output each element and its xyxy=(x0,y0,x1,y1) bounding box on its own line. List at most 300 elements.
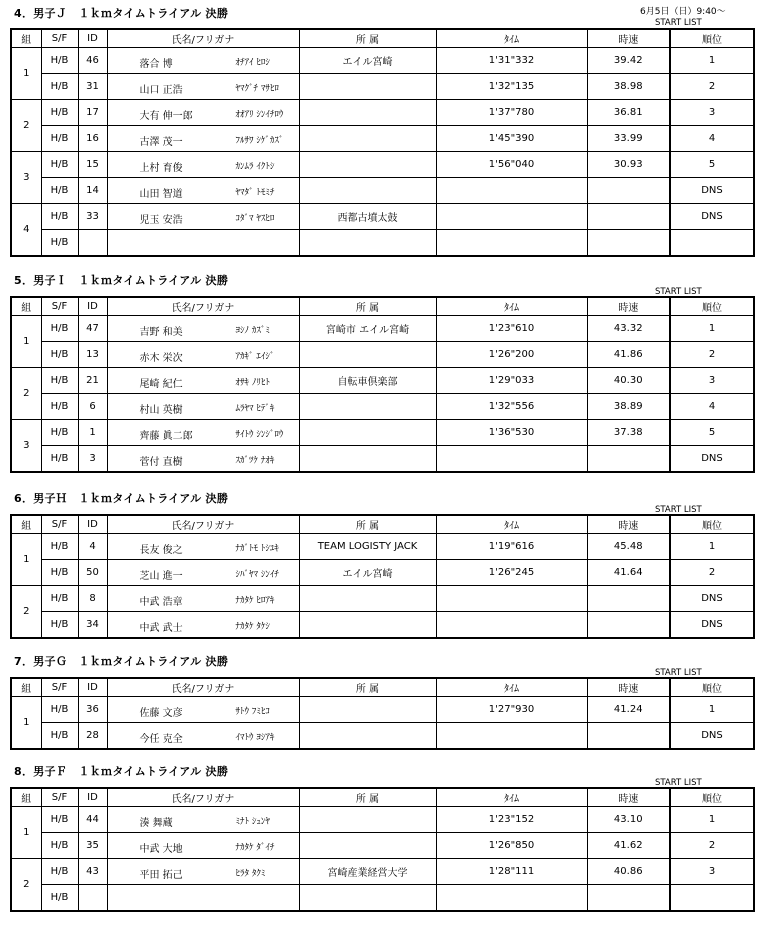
time-cell: 1'32"135 xyxy=(436,74,587,100)
speed-cell: 39.42 xyxy=(587,48,670,74)
rank-cell: 1 xyxy=(670,316,754,342)
speed-cell: 43.32 xyxy=(587,316,670,342)
team-cell: 西都古墳太鼓 xyxy=(299,204,436,230)
rank-cell: 2 xyxy=(670,560,754,586)
time-cell xyxy=(436,586,587,612)
id-cell: 36 xyxy=(78,697,107,723)
rank-cell: DNS xyxy=(670,204,754,230)
group-number: 3 xyxy=(11,420,41,473)
table-row xyxy=(11,204,754,230)
id-cell: 4 xyxy=(78,534,107,560)
results-table xyxy=(10,787,755,912)
column-header: ID xyxy=(78,515,107,534)
table-row xyxy=(11,152,754,178)
table-row xyxy=(11,586,754,612)
table-row xyxy=(11,723,754,750)
name-cell xyxy=(107,152,299,178)
column-header: S/F xyxy=(41,297,78,316)
id-cell xyxy=(78,230,107,257)
speed-cell: 40.30 xyxy=(587,368,670,394)
time-cell: 1'26"200 xyxy=(436,342,587,368)
name-cell xyxy=(107,178,299,204)
rider-name: 古澤 茂一 xyxy=(139,137,183,148)
table-row xyxy=(11,100,754,126)
time-cell xyxy=(436,230,587,257)
sf-cell: H/B xyxy=(41,807,78,833)
speed-cell: 41.86 xyxy=(587,342,670,368)
table-row xyxy=(11,697,754,723)
id-cell xyxy=(78,885,107,912)
rank-cell: DNS xyxy=(670,612,754,639)
speed-cell xyxy=(587,178,670,204)
start-list-label: START LIST xyxy=(655,18,702,28)
column-header: 組 xyxy=(11,297,41,316)
time-cell xyxy=(436,723,587,750)
time-cell: 1'36"530 xyxy=(436,420,587,446)
table-row xyxy=(11,394,754,420)
group-number: 2 xyxy=(11,100,41,152)
rider-name: 今任 克全 xyxy=(139,734,183,745)
rank-cell: 2 xyxy=(670,342,754,368)
rider-kana: ｺﾀﾞﾏ ﾔｽﾋﾛ xyxy=(235,214,275,224)
name-cell xyxy=(107,230,299,257)
rider-kana: ﾔﾏｸﾞﾁ ﾏｻﾋﾛ xyxy=(235,84,279,94)
rider-kana: ｵｻｷ ﾉﾘﾋﾄ xyxy=(235,378,270,388)
time-cell xyxy=(436,204,587,230)
team-cell: エイル宮崎 xyxy=(299,48,436,74)
rank-cell: 3 xyxy=(670,100,754,126)
rank-cell: 1 xyxy=(670,48,754,74)
table-row xyxy=(11,612,754,639)
column-header: S/F xyxy=(41,515,78,534)
time-cell: 1'27"930 xyxy=(436,697,587,723)
column-header: S/F xyxy=(41,678,78,697)
speed-cell xyxy=(587,885,670,912)
id-cell: 43 xyxy=(78,859,107,885)
group-number: 2 xyxy=(11,368,41,420)
name-cell xyxy=(107,586,299,612)
speed-cell: 37.38 xyxy=(587,420,670,446)
id-cell: 21 xyxy=(78,368,107,394)
time-cell: 1'28"111 xyxy=(436,859,587,885)
sf-cell: H/B xyxy=(41,560,78,586)
id-cell: 47 xyxy=(78,316,107,342)
rider-name: 中武 大地 xyxy=(139,844,183,855)
rider-kana: ﾔﾏﾀﾞ ﾄﾓﾐﾁ xyxy=(235,188,275,198)
table-row xyxy=(11,368,754,394)
id-cell: 14 xyxy=(78,178,107,204)
table-row xyxy=(11,833,754,859)
rider-name: 湊 舞蔵 xyxy=(139,818,173,829)
header-row xyxy=(11,788,754,807)
column-header: 時速 xyxy=(587,29,670,48)
name-cell xyxy=(107,612,299,639)
column-header: 氏名/フリガナ xyxy=(107,678,299,697)
table-row xyxy=(11,885,754,912)
column-header: 組 xyxy=(11,678,41,697)
time-cell: 1'45"390 xyxy=(436,126,587,152)
table-row xyxy=(11,48,754,74)
rider-kana: ｽｶﾞﾂｹ ﾅｵｷ xyxy=(235,456,275,466)
rider-kana: ｵｵｱﾘ ｼﾝｲﾁﾛｳ xyxy=(235,110,284,120)
rank-cell: DNS xyxy=(670,446,754,473)
team-cell xyxy=(299,178,436,204)
rider-kana: ﾅｶﾀｹ ﾋﾛｱｷ xyxy=(235,596,275,606)
rank-cell: DNS xyxy=(670,586,754,612)
rider-name: 佐藤 文彦 xyxy=(139,708,183,719)
name-cell xyxy=(107,342,299,368)
header-row xyxy=(11,297,754,316)
team-cell xyxy=(299,586,436,612)
name-cell xyxy=(107,560,299,586)
sf-cell: H/B xyxy=(41,230,78,257)
column-header: S/F xyxy=(41,29,78,48)
rider-name: 村山 英樹 xyxy=(139,405,183,416)
group-number: 3 xyxy=(11,152,41,204)
rank-cell: 4 xyxy=(670,126,754,152)
column-header: 順位 xyxy=(670,29,754,48)
header-row xyxy=(11,29,754,48)
time-cell: 1'26"850 xyxy=(436,833,587,859)
team-cell xyxy=(299,697,436,723)
header-row xyxy=(11,678,754,697)
start-list-label: START LIST xyxy=(655,287,702,297)
name-cell xyxy=(107,885,299,912)
team-cell xyxy=(299,74,436,100)
rider-name: 落合 博 xyxy=(139,59,173,70)
column-header: 氏名/フリガナ xyxy=(107,515,299,534)
rank-cell: 3 xyxy=(670,859,754,885)
rank-cell: 2 xyxy=(670,74,754,100)
table-row xyxy=(11,230,754,257)
sf-cell: H/B xyxy=(41,74,78,100)
speed-cell: 38.98 xyxy=(587,74,670,100)
section-title: 5．男子Ｉ １ｋｍタイムトライアル 決勝 xyxy=(14,274,229,287)
results-table xyxy=(10,677,755,750)
name-cell xyxy=(107,48,299,74)
team-cell: 自転車倶楽部 xyxy=(299,368,436,394)
time-cell: 1'19"616 xyxy=(436,534,587,560)
sf-cell: H/B xyxy=(41,885,78,912)
rider-name: 上村 育俊 xyxy=(139,163,183,174)
rider-kana: ｶﾝﾑﾗ ｲｸﾄｼ xyxy=(235,162,275,172)
column-header: 順位 xyxy=(670,515,754,534)
id-cell: 50 xyxy=(78,560,107,586)
column-header: 組 xyxy=(11,29,41,48)
column-header: S/F xyxy=(41,788,78,807)
header-row xyxy=(11,515,754,534)
sf-cell: H/B xyxy=(41,48,78,74)
rider-name: 菅付 直樹 xyxy=(139,457,183,468)
id-cell: 15 xyxy=(78,152,107,178)
sf-cell: H/B xyxy=(41,100,78,126)
column-header: 氏名/フリガナ xyxy=(107,29,299,48)
rider-kana: ﾅｶﾀｹ ﾀｹｼ xyxy=(235,622,270,632)
id-cell: 34 xyxy=(78,612,107,639)
time-cell xyxy=(436,885,587,912)
time-cell: 1'23"152 xyxy=(436,807,587,833)
table-row xyxy=(11,560,754,586)
column-header: ﾀｲﾑ xyxy=(436,515,587,534)
rider-kana: ﾅｶﾞﾄﾓ ﾄｼﾕｷ xyxy=(235,544,279,554)
table-row xyxy=(11,534,754,560)
rider-name: 平田 拓己 xyxy=(139,870,183,881)
time-cell: 1'26"245 xyxy=(436,560,587,586)
column-header: ﾀｲﾑ xyxy=(436,29,587,48)
id-cell: 16 xyxy=(78,126,107,152)
rider-name: 吉野 和美 xyxy=(139,327,183,338)
column-header: ﾀｲﾑ xyxy=(436,788,587,807)
rider-name: 大有 伸一郎 xyxy=(139,111,193,122)
name-cell xyxy=(107,859,299,885)
team-cell xyxy=(299,394,436,420)
column-header: 時速 xyxy=(587,297,670,316)
speed-cell: 40.86 xyxy=(587,859,670,885)
sf-cell: H/B xyxy=(41,316,78,342)
speed-cell xyxy=(587,204,670,230)
id-cell: 13 xyxy=(78,342,107,368)
team-cell xyxy=(299,342,436,368)
team-cell xyxy=(299,807,436,833)
section-title: 7．男子Ｇ １ｋｍタイムトライアル 決勝 xyxy=(14,655,229,668)
sf-cell: H/B xyxy=(41,697,78,723)
column-header: 所 属 xyxy=(299,515,436,534)
sf-cell: H/B xyxy=(41,612,78,639)
time-cell: 1'32"556 xyxy=(436,394,587,420)
section-title: 4．男子Ｊ １ｋｍタイムトライアル 決勝 xyxy=(14,7,229,20)
column-header: 時速 xyxy=(587,788,670,807)
section-title: 6．男子Ｈ １ｋｍタイムトライアル 決勝 xyxy=(14,492,229,505)
group-number: 2 xyxy=(11,586,41,639)
sf-cell: H/B xyxy=(41,204,78,230)
column-header: 時速 xyxy=(587,515,670,534)
sf-cell: H/B xyxy=(41,368,78,394)
speed-cell xyxy=(587,723,670,750)
name-cell xyxy=(107,534,299,560)
id-cell: 46 xyxy=(78,48,107,74)
rider-kana: ﾑﾗﾔﾏ ﾋﾃﾞｷ xyxy=(235,404,275,414)
column-header: 順位 xyxy=(670,678,754,697)
time-cell xyxy=(436,612,587,639)
rider-name: 芝山 進一 xyxy=(139,571,183,582)
id-cell: 35 xyxy=(78,833,107,859)
group-number: 1 xyxy=(11,316,41,368)
team-cell xyxy=(299,723,436,750)
sf-cell: H/B xyxy=(41,394,78,420)
group-number: 4 xyxy=(11,204,41,257)
sf-cell: H/B xyxy=(41,126,78,152)
column-header: 所 属 xyxy=(299,788,436,807)
time-cell xyxy=(436,446,587,473)
column-header: 所 属 xyxy=(299,297,436,316)
speed-cell xyxy=(587,612,670,639)
sf-cell: H/B xyxy=(41,420,78,446)
speed-cell xyxy=(587,446,670,473)
team-cell xyxy=(299,126,436,152)
column-header: ID xyxy=(78,788,107,807)
rank-cell: 3 xyxy=(670,368,754,394)
team-cell xyxy=(299,612,436,639)
id-cell: 44 xyxy=(78,807,107,833)
table-row xyxy=(11,420,754,446)
rider-kana: ｱｶｷﾞ ｴｲｼﾞ xyxy=(235,352,275,362)
id-cell: 8 xyxy=(78,586,107,612)
time-cell: 1'56"040 xyxy=(436,152,587,178)
name-cell xyxy=(107,100,299,126)
rank-cell: 1 xyxy=(670,807,754,833)
speed-cell: 43.10 xyxy=(587,807,670,833)
name-cell xyxy=(107,126,299,152)
id-cell: 28 xyxy=(78,723,107,750)
column-header: ﾀｲﾑ xyxy=(436,678,587,697)
rank-cell: 1 xyxy=(670,534,754,560)
speed-cell xyxy=(587,230,670,257)
name-cell xyxy=(107,316,299,342)
column-header: 氏名/フリガナ xyxy=(107,788,299,807)
column-header: 組 xyxy=(11,515,41,534)
table-row xyxy=(11,446,754,473)
name-cell xyxy=(107,446,299,473)
table-row xyxy=(11,342,754,368)
time-cell: 1'23"610 xyxy=(436,316,587,342)
name-cell xyxy=(107,833,299,859)
sf-cell: H/B xyxy=(41,859,78,885)
name-cell xyxy=(107,74,299,100)
column-header: ﾀｲﾑ xyxy=(436,297,587,316)
team-cell xyxy=(299,152,436,178)
speed-cell: 41.24 xyxy=(587,697,670,723)
group-number: 2 xyxy=(11,859,41,912)
speed-cell: 33.99 xyxy=(587,126,670,152)
speed-cell: 30.93 xyxy=(587,152,670,178)
rank-cell: DNS xyxy=(670,723,754,750)
rider-name: 児玉 安浩 xyxy=(139,215,183,226)
rank-cell xyxy=(670,230,754,257)
sf-cell: H/B xyxy=(41,586,78,612)
rider-kana: ｲﾏﾄｳ ﾖｼｱｷ xyxy=(235,733,275,743)
id-cell: 33 xyxy=(78,204,107,230)
rider-kana: ﾋﾗﾀ ﾀｸﾐ xyxy=(235,869,266,879)
column-header: 氏名/フリガナ xyxy=(107,297,299,316)
table-row xyxy=(11,178,754,204)
speed-cell: 45.48 xyxy=(587,534,670,560)
sf-cell: H/B xyxy=(41,342,78,368)
name-cell xyxy=(107,204,299,230)
team-cell xyxy=(299,446,436,473)
rank-cell: 5 xyxy=(670,152,754,178)
team-cell: TEAM LOGISTY JACK xyxy=(299,534,436,560)
speed-cell: 41.64 xyxy=(587,560,670,586)
rider-name: 長友 俊之 xyxy=(139,545,183,556)
rank-cell: 4 xyxy=(670,394,754,420)
rider-name: 中武 武士 xyxy=(139,623,183,634)
rider-kana: ﾐﾅﾄ ｼｭﾝﾔ xyxy=(235,817,270,827)
name-cell xyxy=(107,368,299,394)
rank-cell: DNS xyxy=(670,178,754,204)
rank-cell: 5 xyxy=(670,420,754,446)
group-number: 1 xyxy=(11,807,41,859)
rider-name: 山田 智道 xyxy=(139,189,183,200)
rider-name: 赤木 栄次 xyxy=(139,353,183,364)
column-header: 順位 xyxy=(670,788,754,807)
team-cell xyxy=(299,100,436,126)
column-header: 順位 xyxy=(670,297,754,316)
results-table xyxy=(10,514,755,639)
time-cell: 1'37"780 xyxy=(436,100,587,126)
rider-name: 齊藤 眞二郎 xyxy=(139,431,193,442)
team-cell xyxy=(299,885,436,912)
id-cell: 1 xyxy=(78,420,107,446)
speed-cell: 41.62 xyxy=(587,833,670,859)
group-number: 1 xyxy=(11,534,41,586)
name-cell xyxy=(107,807,299,833)
rider-kana: ﾖｼﾉ ｶｽﾞﾐ xyxy=(235,326,270,336)
team-cell xyxy=(299,420,436,446)
event-date: 6月5日（日）9:40～ xyxy=(640,7,726,17)
id-cell: 31 xyxy=(78,74,107,100)
team-cell: 宮崎産業経営大学 xyxy=(299,859,436,885)
results-table xyxy=(10,28,755,257)
time-cell: 1'31"332 xyxy=(436,48,587,74)
id-cell: 17 xyxy=(78,100,107,126)
group-number: 1 xyxy=(11,48,41,100)
table-row xyxy=(11,74,754,100)
rider-kana: ｼﾊﾞﾔﾏ ｼﾝｲﾁ xyxy=(235,570,279,580)
team-cell xyxy=(299,230,436,257)
sf-cell: H/B xyxy=(41,446,78,473)
column-header: ID xyxy=(78,297,107,316)
start-list-label: START LIST xyxy=(655,668,702,678)
table-row xyxy=(11,807,754,833)
rank-cell xyxy=(670,885,754,912)
column-header: ID xyxy=(78,29,107,48)
rider-name: 中武 浩章 xyxy=(139,597,183,608)
rider-name: 尾崎 紀仁 xyxy=(139,379,183,390)
team-cell: 宮崎市 エイル宮崎 xyxy=(299,316,436,342)
rank-cell: 2 xyxy=(670,833,754,859)
column-header: 組 xyxy=(11,788,41,807)
speed-cell: 38.89 xyxy=(587,394,670,420)
name-cell xyxy=(107,420,299,446)
team-cell xyxy=(299,833,436,859)
sf-cell: H/B xyxy=(41,152,78,178)
rank-cell: 1 xyxy=(670,697,754,723)
sf-cell: H/B xyxy=(41,833,78,859)
speed-cell: 36.81 xyxy=(587,100,670,126)
results-table xyxy=(10,296,755,473)
column-header: 時速 xyxy=(587,678,670,697)
group-number: 1 xyxy=(11,697,41,750)
rider-kana: ｻﾄｳ ﾌﾐﾋｺ xyxy=(235,707,270,717)
rider-kana: ｵﾁｱｲ ﾋﾛｼ xyxy=(235,58,270,68)
name-cell xyxy=(107,697,299,723)
rider-kana: ﾌﾙｻﾜ ｼｹﾞｶｽﾞ xyxy=(235,136,284,146)
sf-cell: H/B xyxy=(41,723,78,750)
table-row xyxy=(11,126,754,152)
speed-cell xyxy=(587,586,670,612)
start-list-label: START LIST xyxy=(655,505,702,515)
section-title: 8．男子Ｆ １ｋｍタイムトライアル 決勝 xyxy=(14,765,229,778)
name-cell xyxy=(107,723,299,750)
time-cell xyxy=(436,178,587,204)
sf-cell: H/B xyxy=(41,534,78,560)
start-list-label: START LIST xyxy=(655,778,702,788)
rider-name: 山口 正浩 xyxy=(139,85,183,96)
name-cell xyxy=(107,394,299,420)
rider-kana: ｻｲﾄｳ ｼﾝｼﾞﾛｳ xyxy=(235,430,284,440)
id-cell: 6 xyxy=(78,394,107,420)
id-cell: 3 xyxy=(78,446,107,473)
